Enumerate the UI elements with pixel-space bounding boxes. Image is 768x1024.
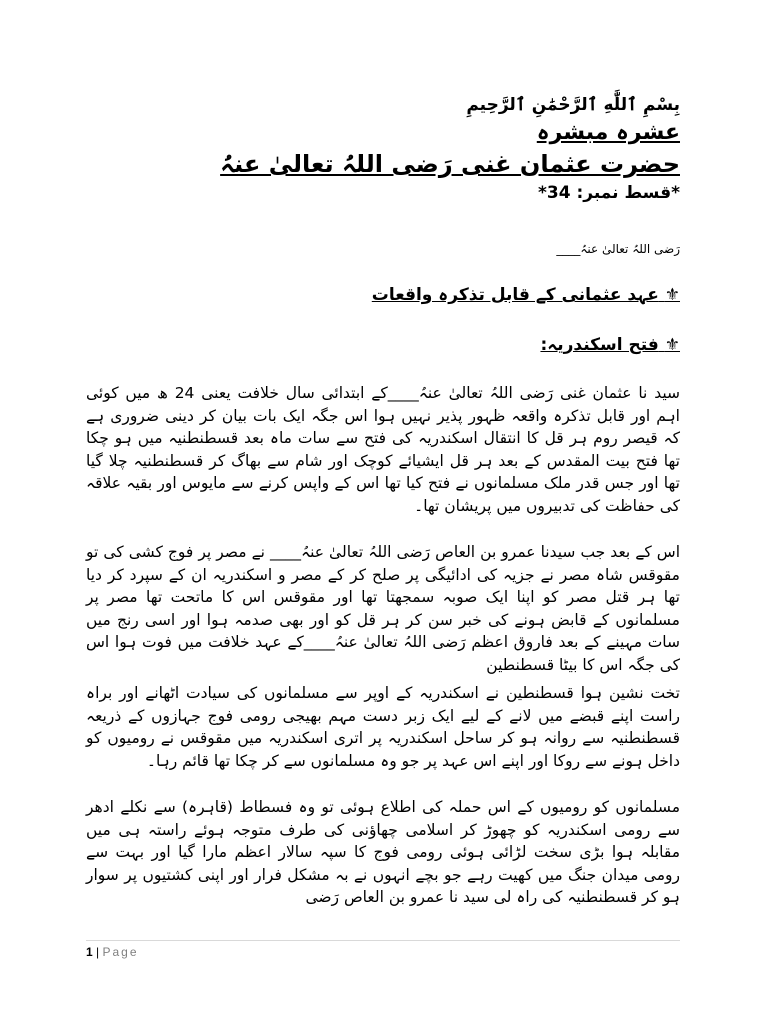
honorific-line: رَضی اللہُ تعالیٰ عنہُ____ (556, 242, 680, 256)
page-footer (86, 940, 680, 959)
page-number: 1 (86, 945, 93, 959)
subject-title: حضرت عثمان غنی رَضی اللہُ تعالیٰ عنہُ (220, 150, 680, 178)
footer-separator: | (92, 945, 103, 959)
section-heading-events (86, 282, 680, 308)
document-body (86, 92, 680, 909)
paragraph-2: اس کے بعد جب سیدنا عمرو بن العاص رَضی اللہُ تعالیٰ عنہُ____ نے مصر پر فوج کشی کی تو مقوقس شاہ مصر نے جزیہ کی ادائیگی پر صلح کر کے مصر و اسکندریہ ان کے سپرد کر دیا تھا ہر قتل مصر کو اپنا ایک صوبہ سمجھتا تھا اور مقوقس اس کا ماتحت تھا مصر پر مسلمانوں کے قابض ہونے کی خبر سن کر ہر قل کو اور بھی صدمہ ہوا اور اسی رنج میں سات مہینے کے بعد فاروق اعظم رَضی اللہُ تعالیٰ عنہُ____کے عہد خلافت میں فوت ہوا اس کی جگہ اس کا بیٹا قسطنطین (86, 543, 680, 674)
bismillah-line: بِسْمِ ٱللَّٰهِ ٱلرَّحْمَٰنِ ٱلرَّحِيمِ (466, 95, 680, 115)
paragraph-4: مسلمانوں کو رومیوں کے اس حملہ کی اطلاع ہوئی تو وہ فسطاط (قاہرہ) سے نکلے ادھر سے رومی اسکندریہ کو چھوڑ کر اسلامی چھاؤنی کی طرف متوجہ ہوئے راستہ ہی میں مقابلہ ہوا بڑی سخت لڑائی ہوئی رومی فوج کا سپہ سالار اعظم مارا گیا اور بہت سے رومی میدان جنگ میں کھیت رہے جو بچے انہوں نے بہ مشکل فرار اور اپنی کشتیوں پر سوار ہو کر قسطنطنیہ کی راہ لی سید نا عمرو بن العاص رَضی (86, 798, 680, 906)
fleur-de-lis-icon: ⚜ (664, 335, 680, 355)
section-heading-alexandria (86, 332, 680, 358)
section-heading-alexandria-text: فتح اسکندریہ: (540, 335, 659, 355)
episode-number: *قسط نمبر: 34* (537, 183, 680, 203)
section-heading-events-text: عہد عثمانی کے قابل تذکرہ واقعات (371, 285, 659, 305)
paragraph-3: تخت نشین ہوا قسطنطین نے اسکندریہ کے اوپر سے مسلمانوں کی سیادت اٹھانے اور براہ راست اپنے قبضے میں لانے کے لیے ایک زبر دست مہم بھیجی رومی فوج جہازوں کے ذریعہ قسطنطنیہ سے روانہ ہو کر ساحل اسکندریہ پر اتری اسکندریہ میں مقوقس نے رومیوں کو داخل ہونے سے روکا اور اپنے اس عہد پر جو وہ مسلمانوں سے کر چکا تھا قائم رہا۔ (86, 684, 680, 770)
paragraph-1: سید نا عثمان غنی رَضی اللہُ تعالیٰ عنہُ____کے ابتدائی سال خلافت یعنی 24 ھ میں کوئی اہم اور قابل تذکرہ واقعہ ظہور پذیر نہیں ہوا اس جگہ ایک بات بیان کر دینی ضروری ہے کہ قیصر روم ہر قل کا انتقال اسکندریہ کی فتح سے سات ماہ بعد قسطنطنیہ میں ہو چکا تھا فتح بیت المقدس کے بعد ہر قل ایشیائے کوچک اور شام سے بھاگ کر قسطنطنیہ چلا گیا تھا اور جس قدر ملک مسلمانوں نے فتح کیا تھا اس کے واپس کرنے سے مایوس اور بقیہ علاقہ کی حفاظت کی تدبیروں میں پریشان تھا۔ (86, 384, 680, 515)
page-label: Page (102, 945, 139, 959)
series-title: عشرہ مبشرہ (536, 120, 680, 145)
fleur-de-lis-icon: ⚜ (664, 285, 680, 305)
